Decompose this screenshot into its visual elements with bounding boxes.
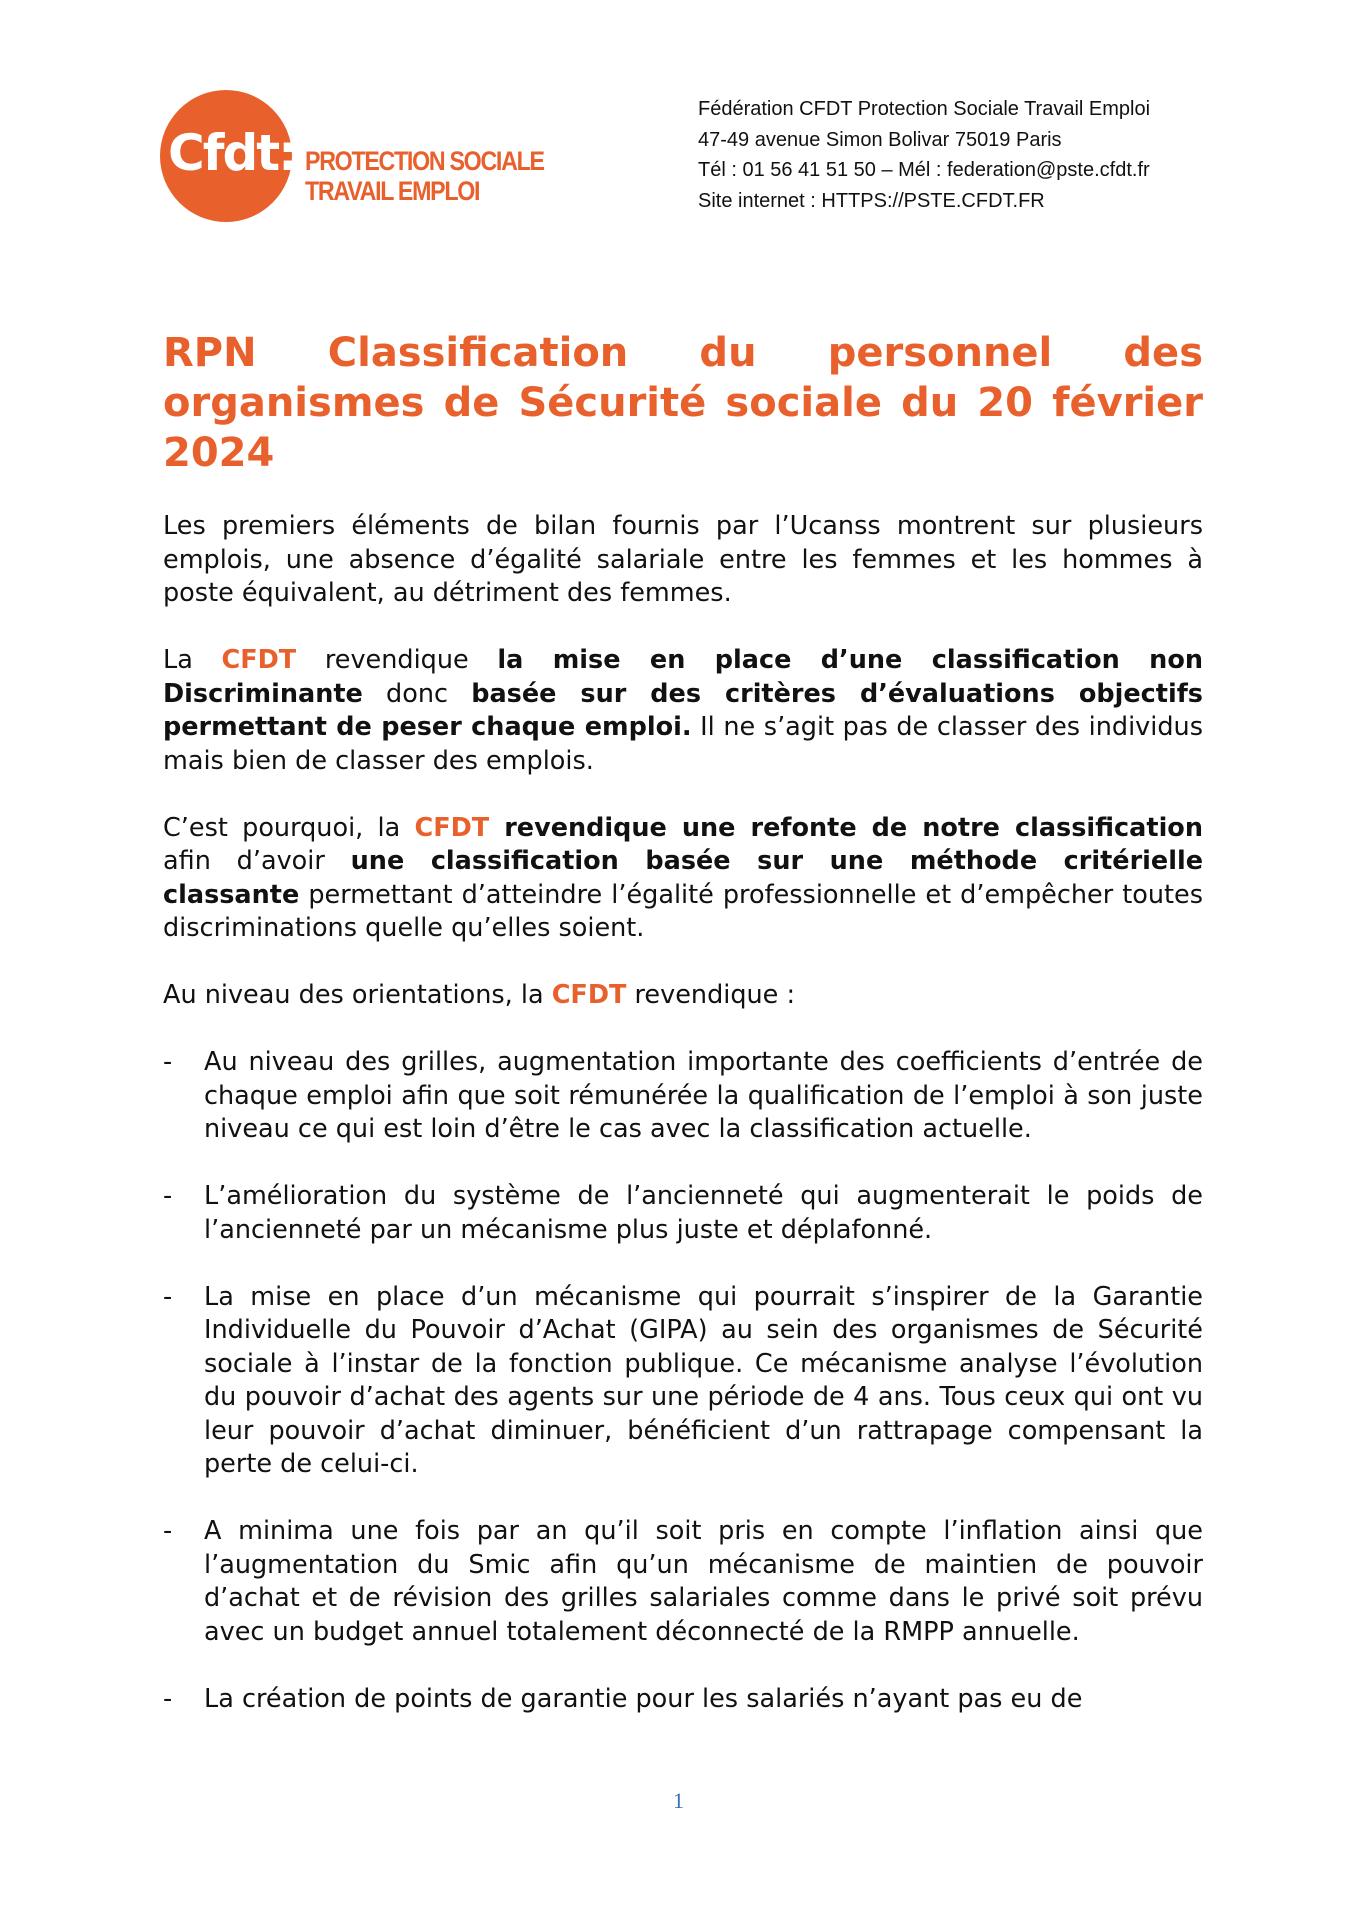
list-item-text: La mise en place d’un mécanisme qui pourrait s’inspirer de la Garantie Individuelle du Pouvoir d’Achat (GIPA) au sein des organismes de Sécurité sociale à l’instar de la fonction publique. Ce mécanisme analyse l’évolution du pouvoir d’achat des agents sur une période de 4 ans. Tous ceux qui ont vu leur pouvoir d’achat diminuer, bénéficient d’un rattrapage compensant la perte de celui-ci. — [204, 1281, 1203, 1479]
page-number: 1 — [673, 1788, 684, 1813]
contact-block — [698, 94, 1298, 216]
logo-mark: Cfdt: — [168, 124, 297, 182]
text: Il ne s’agit pas de classer des individus mais bien de classer des emplois. — [163, 712, 1203, 776]
list-dash: - — [163, 1181, 173, 1211]
document-title: RPN Classification du personnel des organismes de Sécurité sociale du 20 février 2024 — [163, 330, 1203, 476]
text: revendique — [296, 645, 498, 675]
list-dash: - — [163, 1047, 173, 1077]
list-item — [163, 1515, 1203, 1649]
bold-text: la mise en place d’une classification non Discriminante — [163, 645, 1203, 709]
list-item-text: Au niveau des grilles, augmentation importante des coefficients d’entrée de chaque emploi afin que soit rémunérée la qualification de l’emploi à son juste niveau ce qui est loin d’être le cas avec la classification actuelle. — [204, 1047, 1203, 1144]
text: permettant d’atteindre l’égalité professionnelle et d’empêcher toutes discriminations quelle qu’elles soient. — [163, 879, 1203, 943]
text: C’est pourquoi, la — [163, 812, 415, 843]
paragraph-claim — [163, 644, 1203, 778]
cfdt-logo — [160, 90, 544, 225]
text: afin d’avoir — [163, 846, 351, 876]
logo-wordmark — [305, 146, 544, 206]
contact-line-org: Fédération CFDT Protection Sociale Travail Emploi — [698, 98, 1151, 120]
list-dash: - — [163, 1281, 173, 1312]
list-dash: - — [163, 1683, 173, 1714]
document-body — [163, 510, 1203, 1716]
contact-line-phone-email: Tél : 01 56 41 51 50 – Mél : federation@pste.cfdt.fr — [698, 159, 1150, 181]
contact-line-website: Site internet : HTTPS://PSTE.CFDT.FR — [698, 189, 1045, 212]
logo-text-line2: TRAVAIL EMPLOI — [305, 176, 480, 206]
bold-text: une classification basée sur une méthode critérielle classante — [163, 846, 1203, 910]
demands-list — [163, 1046, 1203, 1716]
list-item-text: L’amélioration du système de l’ancienneté qui augmenterait le poids de l’ancienneté par un mécanisme plus juste et déplafonné. — [204, 1181, 1203, 1245]
paragraph-reform — [163, 812, 1203, 946]
list-item-text: La création de points de garantie pour les salariés n’ayant pas eu de — [204, 1683, 1083, 1714]
logo-text-line1: PROTECTION SOCIALE — [305, 146, 544, 176]
cfdt-highlight: CFDT — [221, 645, 297, 675]
text: revendique : — [626, 980, 796, 1010]
contact-line-address: 47-49 avenue Simon Bolivar 75019 Paris — [698, 128, 1062, 151]
list-item — [163, 1180, 1203, 1247]
list-item — [163, 1281, 1203, 1482]
text: La — [163, 645, 222, 675]
text: Au niveau des orientations, la — [163, 980, 552, 1010]
logo-circle — [160, 90, 297, 222]
paragraph-intro: Les premiers éléments de bilan fournis par l’Ucanss montrent sur plusieurs emplois, une absence d’égalité salariale entre les femmes et les hommes à poste équivalent, au détriment des femmes. — [163, 511, 1203, 608]
paragraph-orientations — [163, 979, 1203, 1013]
list-item — [163, 1683, 1203, 1717]
bold-text: revendique une refonte de notre classification — [489, 812, 1203, 843]
cfdt-highlight: CFDT — [414, 812, 490, 843]
text: donc — [362, 678, 472, 709]
bold-text: basée sur des critères d’évaluations objectifs permettant de peser chaque emploi. — [163, 678, 1203, 742]
list-item-text: A minima une fois par an qu’il soit pris en compte l’inflation ainsi que l’augmentation du Smic afin qu’un mécanisme de maintien de pouvoir d’achat et de révision des grilles salariales comme dans le privé soit prévu avec un budget annuel totalement déconnecté de la RMPP annuelle. — [204, 1516, 1203, 1647]
list-item — [163, 1046, 1203, 1147]
list-dash: - — [163, 1516, 173, 1546]
cfdt-highlight: CFDT — [551, 980, 627, 1010]
